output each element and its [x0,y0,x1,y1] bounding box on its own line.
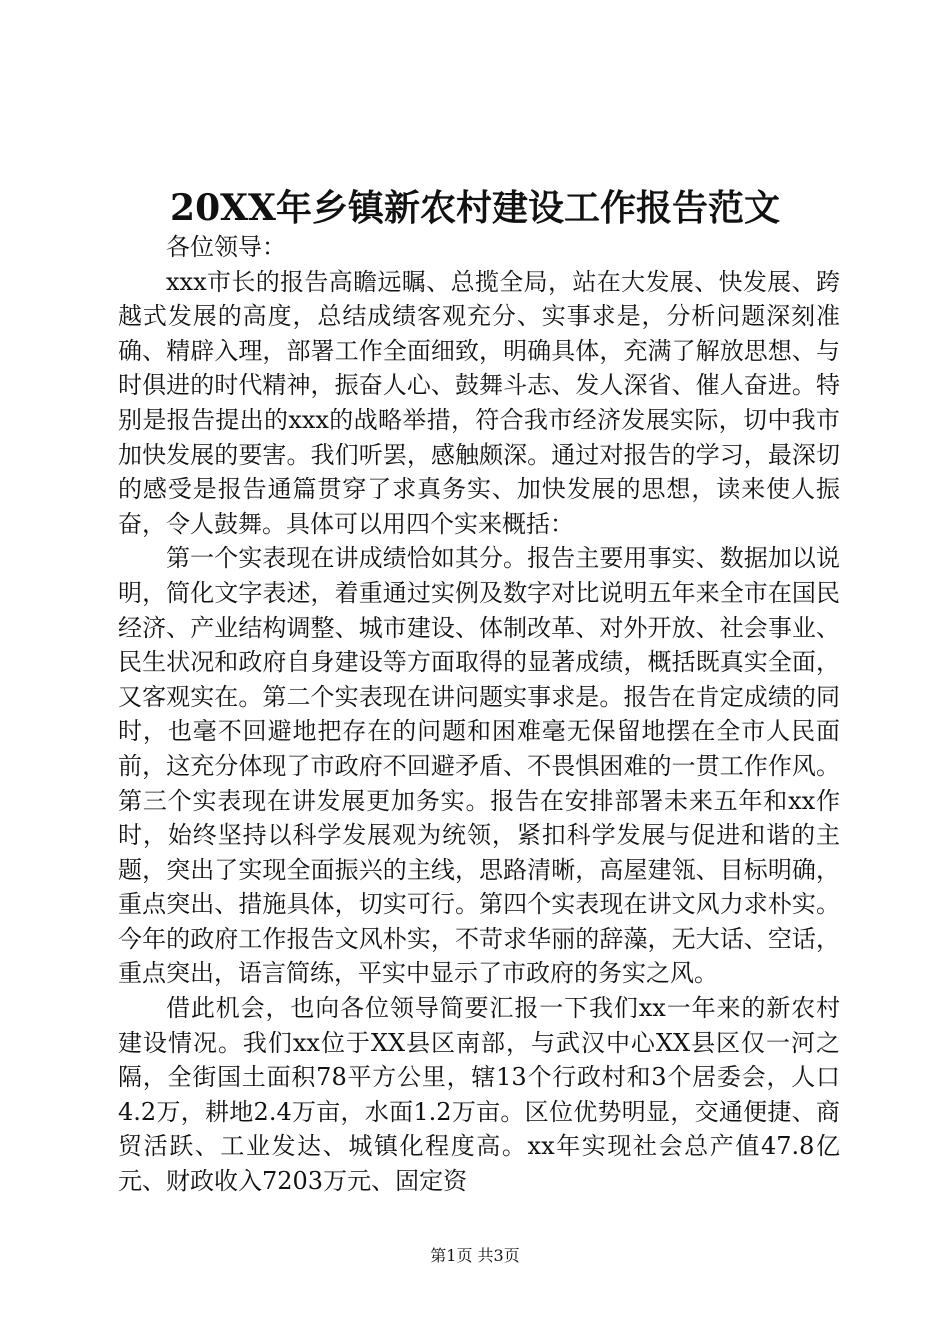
document-body [118,230,840,1199]
paragraph-1: xxx市长的报告高瞻远瞩、总揽全局，站在大发展、快发展、跨越式发展的高度，总结成绩客观充分、实事求是，分析问题深刻准确、精辟入理，部署工作全面细致，明确具体，充满了解放思想、与时俱进的时代精神，振奋人心、鼓舞斗志、发人深省、催人奋进。特别是报告提出的xxx的战略举措，符合我市经济发展实际，切中我市加快发展的要害。我们听罢，感触颇深。通过对报告的学习，最深切的感受是报告通篇贯穿了求真务实、加快发展的思想，读来使人振奋，令人鼓舞。具体可以用四个实来概括： [118,267,840,538]
salutation: 各位领导： [166,233,286,261]
document-title: 20XX年乡镇新农村建设工作报告范文 [170,187,780,229]
page-footer: 第1页 共3页 [430,1246,520,1265]
paragraph-3: 借此机会，也向各位领导简要汇报一下我们xx一年来的新农村建设情况。我们xx位于XX县区南部，与武汉中心XX县区仅一河之隔，全街国土面积78平方公里，辖13个行政村和3个居委会，人口4.2万，耕地2.4万亩，水面1.2万亩。区位优势明显，交通便捷、商贸活跃、工业发达、城镇化程度高。xx年实现社会总产值47.8亿元、财政收入7203万元、固定资 [118,994,840,1196]
paragraph-2: 第一个实表现在讲成绩恰如其分。报告主要用事实、数据加以说明，简化文字表述，着重通过实例及数字对比说明五年来全市在国民经济、产业结构调整、城市建设、体制改革、对外开放、社会事业、民生状况和政府自身建设等方面取得的显著成绩，概括既真实全面，又客观实在。第二个实表现在讲问题实事求是。报告在肯定成绩的同时，也毫不回避地把存在的问题和困难毫无保留地摆在全市人民面前，这充分体现了市政府不回避矛盾、不畏惧困难的一贯工作作风。第三个实表现在讲发展更加务实。报告在安排部署未来五年和xx作时，始终坚持以科学发展观为统领，紧扣科学发展与促进和谐的主题，突出了实现全面振兴的主线，思路清晰，高屋建瓴、目标明确，重点突出、措施具体，切实可行。第四个实表现在讲文风力求朴实。今年的政府工作报告文风朴实，不苛求华丽的辞藻，无大话、空话，重点突出，语言简练，平实中显示了市政府的务实之风。 [118,544,840,988]
